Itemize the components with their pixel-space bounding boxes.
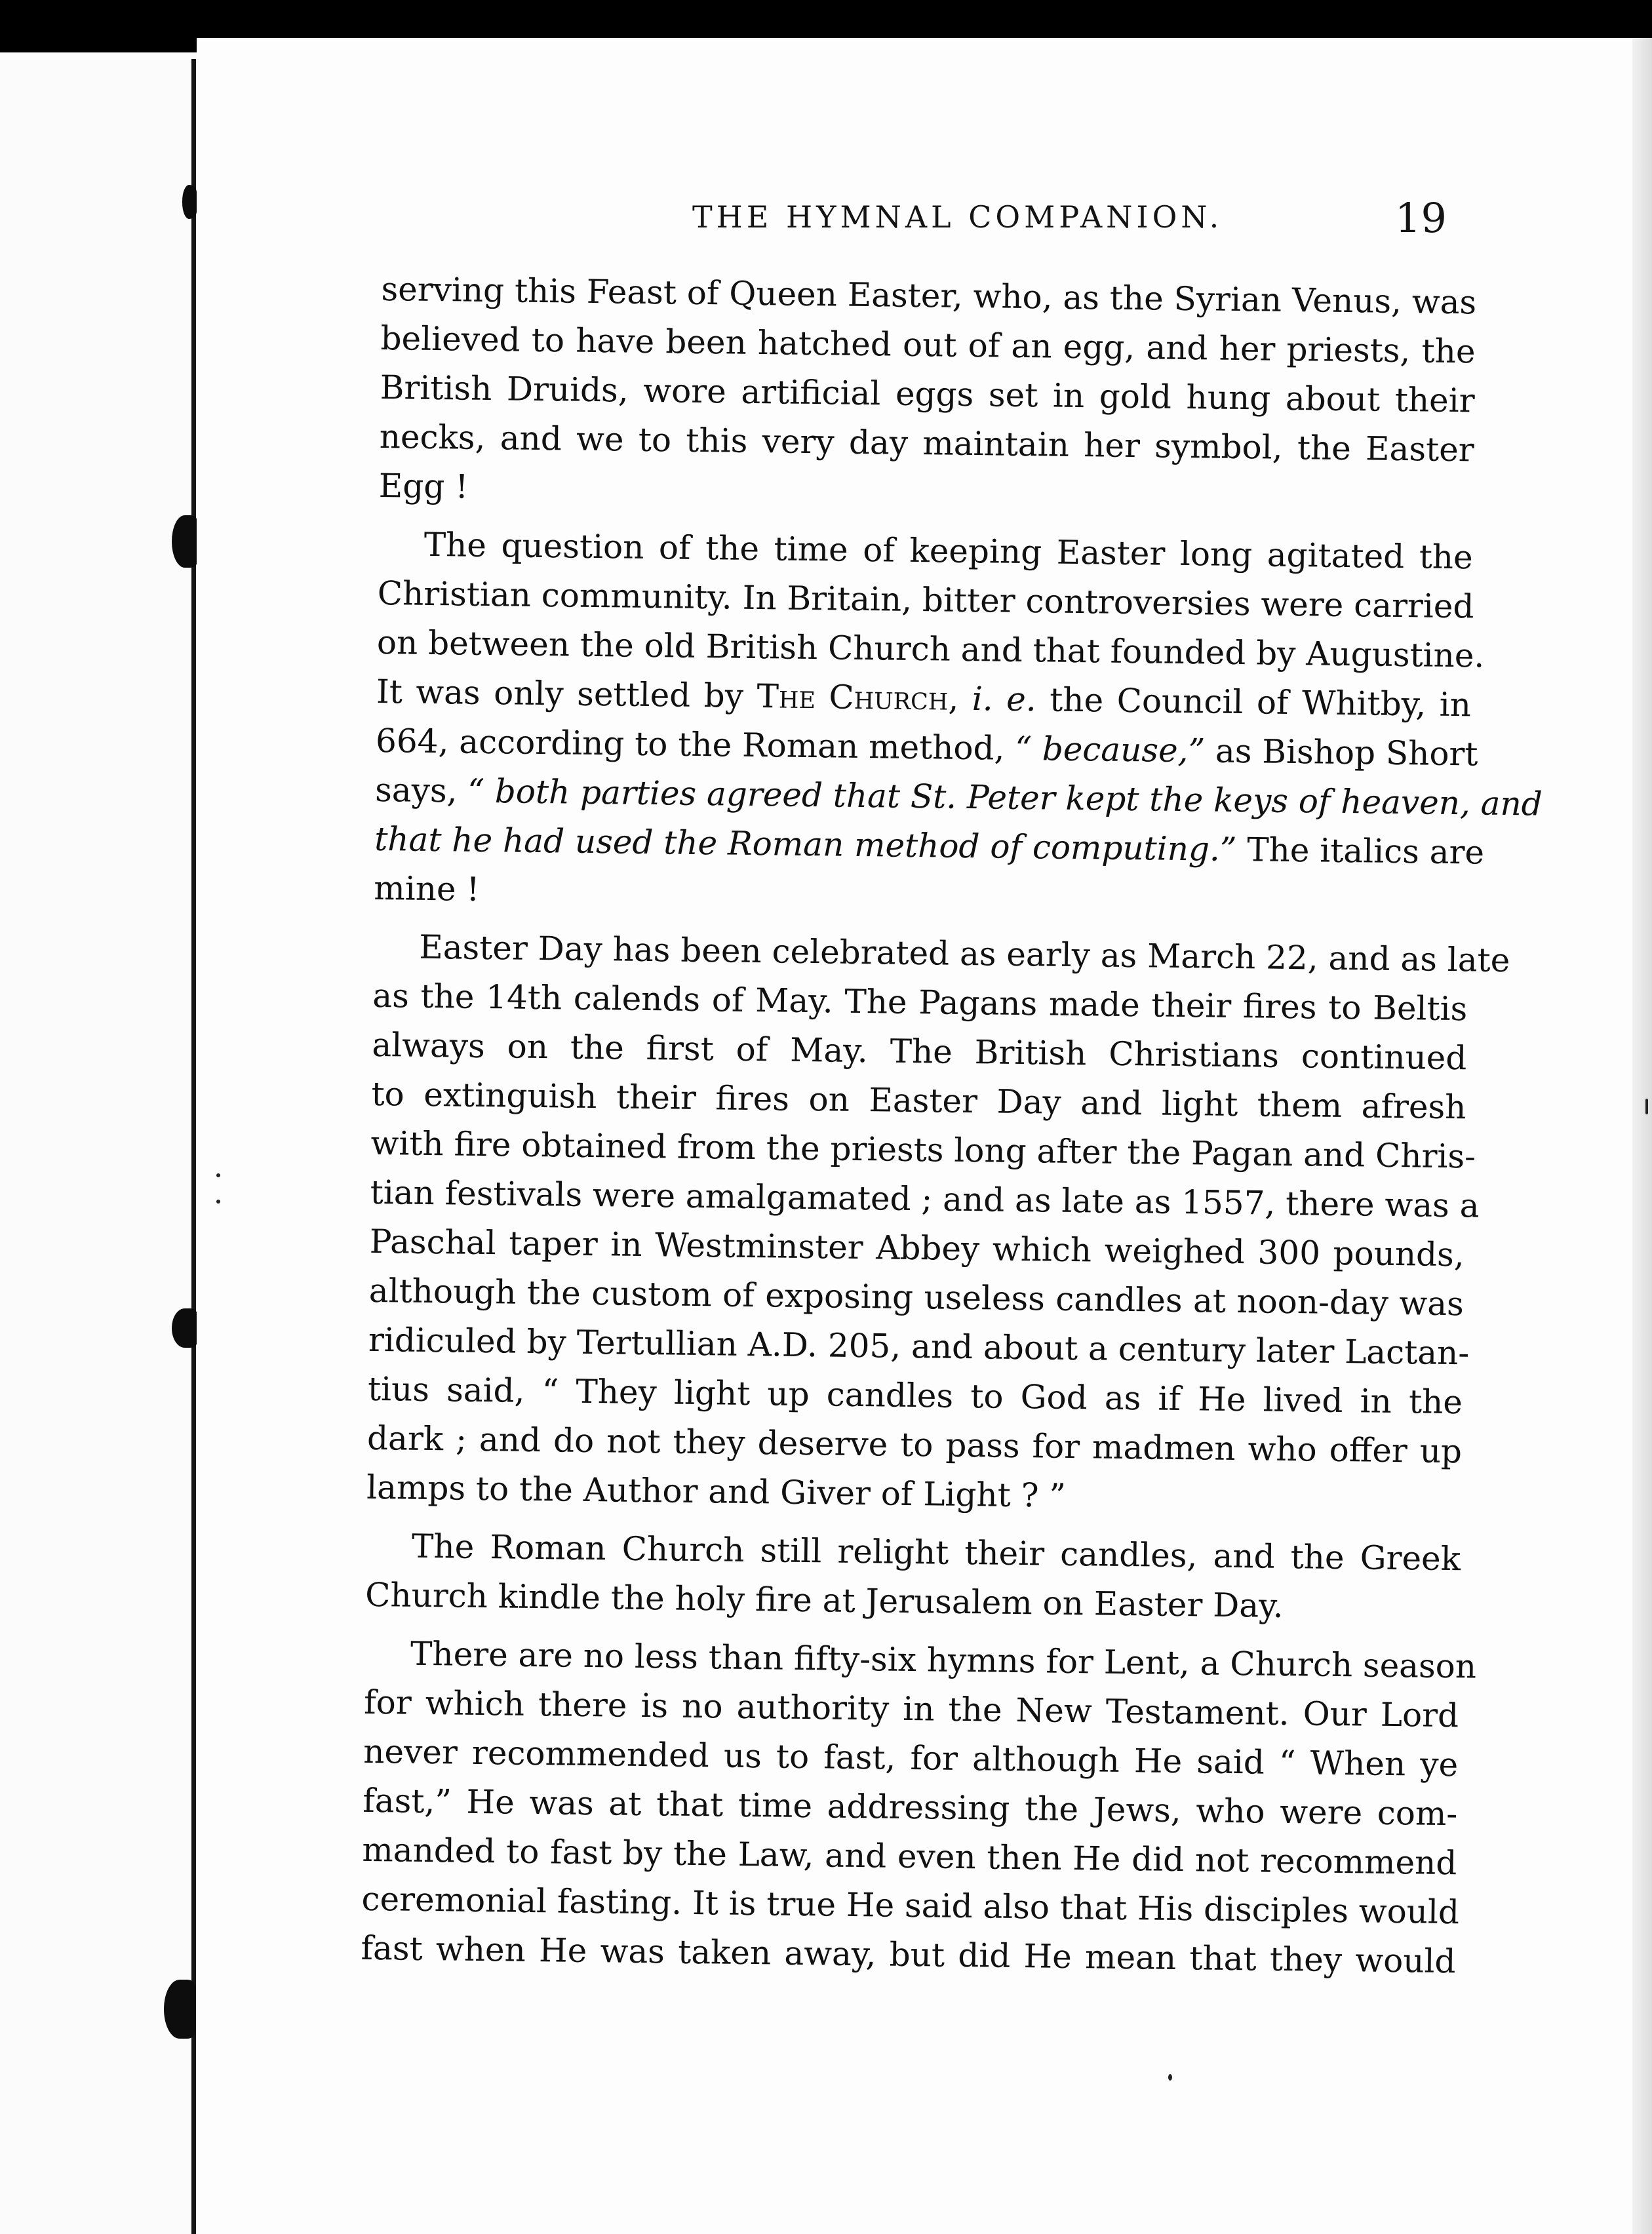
gutter-binding-line <box>191 59 196 2234</box>
text-line: tian festivals were amalgamated ; and as late as 1557, there was a <box>370 1173 1480 1225</box>
page-number: 19 <box>1395 194 1447 242</box>
text-segment: 664, according to the Roman method, <box>375 721 1005 768</box>
text-line: ceremonial fasting. It is true He said also that His disciples would <box>361 1879 1460 1932</box>
text-line: to extinguish their fires on Easter Day and light them afresh <box>371 1074 1466 1127</box>
text-line: tius said, “ They light up candles to God as if He lived in the <box>367 1369 1463 1422</box>
binding-mark <box>172 515 198 568</box>
scan-speck <box>1168 2074 1172 2081</box>
small-caps-church: The Church, <box>757 677 959 718</box>
small-caps-ad: A.D. <box>747 1325 818 1365</box>
text-line: lamps to the Author and Giver of Light ? ” <box>366 1468 1067 1515</box>
italic-ie: i. e. <box>972 680 1037 719</box>
italic-quote: that he had used the Roman method of computing.” <box>374 819 1237 869</box>
scan-speck <box>1645 1099 1648 1114</box>
text-segment: ridiculed by Tertullian <box>368 1320 738 1363</box>
text-line: serving this Feast of Queen Easter, who, as the Syrian Venus, was <box>381 269 1477 322</box>
text-segment: It was only settled by <box>376 672 744 715</box>
italic-quote: “ both parties agreed that St. Peter kept the keys of heaven, and <box>467 772 1543 823</box>
text-segment: the Council of Whitby, in <box>1049 680 1472 724</box>
italic-because: “ because,” <box>1014 729 1206 770</box>
binding-mark <box>182 185 197 219</box>
text-line: The Roman Church still relight their candles, and the Greek <box>411 1527 1461 1578</box>
binding-mark <box>164 1980 195 2039</box>
text-line: There are no less than fifty-six hymns for Lent, a Church season <box>410 1634 1477 1686</box>
text-line: manded to fast by the Law, and even then He did not recommend <box>362 1830 1457 1883</box>
text-line: The question of the time of keeping Easter long agitated the <box>423 525 1474 577</box>
text-line: Church kindle the holy fire at Jerusalem on Easter Day. <box>364 1575 1284 1625</box>
text-line: Paschal taper in Westminster Abbey which weighed 300 pounds, <box>369 1222 1465 1274</box>
paragraph <box>366 922 1510 1525</box>
paragraph <box>374 520 1543 926</box>
paragraph <box>378 265 1476 524</box>
text-line: always on the first of May. The British Christians continued <box>372 1025 1467 1078</box>
text-segment: as Bishop Short <box>1215 732 1478 774</box>
text-line: on between the old British Church and that founded by Augustine. <box>376 623 1485 675</box>
text-line: fast,” He was at that time addressing the Jews, who were com- <box>363 1781 1458 1833</box>
paragraph <box>361 1629 1477 1986</box>
text-line: never recommended us to fast, for although He said “ When ye <box>363 1732 1459 1784</box>
text-segment: 205, and about a century later Lactan- <box>827 1326 1470 1373</box>
running-head-title: THE HYMNAL COMPANION. <box>692 199 1223 235</box>
text-line: mine ! <box>374 869 480 909</box>
text-line: fast when He was taken away, but did He mean that they would <box>361 1929 1456 1981</box>
text-segment: The italics are <box>1246 831 1485 872</box>
text-line: necks, and we to this very day maintain her symbol, the Easter <box>379 417 1475 469</box>
text-line: Christian community. In Britain, bitter controversies were carried <box>377 574 1474 626</box>
page-edge-shadow <box>1632 38 1652 2234</box>
paragraph <box>365 1521 1461 1633</box>
scan-speck <box>216 1200 220 1204</box>
text-line: believed to have been hatched out of an egg, and her priests, the <box>380 319 1476 371</box>
text-line: Egg ! <box>378 466 469 506</box>
text-line: British Druids, wore artificial eggs set in gold hung about their <box>380 368 1475 420</box>
text-line: although the custom of exposing useless candles at noon-day was <box>368 1271 1465 1323</box>
text-line: dark ; and do not they deserve to pass for madmen who offer up <box>366 1419 1463 1471</box>
text-line: as the 14th calends of May. The Pagans made their fires to Beltis <box>372 976 1468 1029</box>
facing-page-strip <box>0 52 197 2234</box>
text-line: Easter Day has been celebrated as early as March 22, and as late <box>418 928 1510 980</box>
text-line: with fire obtained from the priests long after the Pagan and Chris- <box>370 1124 1476 1176</box>
body-text <box>361 265 1543 1995</box>
text-segment: says, <box>374 770 458 810</box>
binding-mark <box>172 1308 198 1348</box>
text-line: for which there is no authority in the New Testament. Our Lord <box>363 1683 1459 1735</box>
scan-speck <box>216 1173 220 1177</box>
